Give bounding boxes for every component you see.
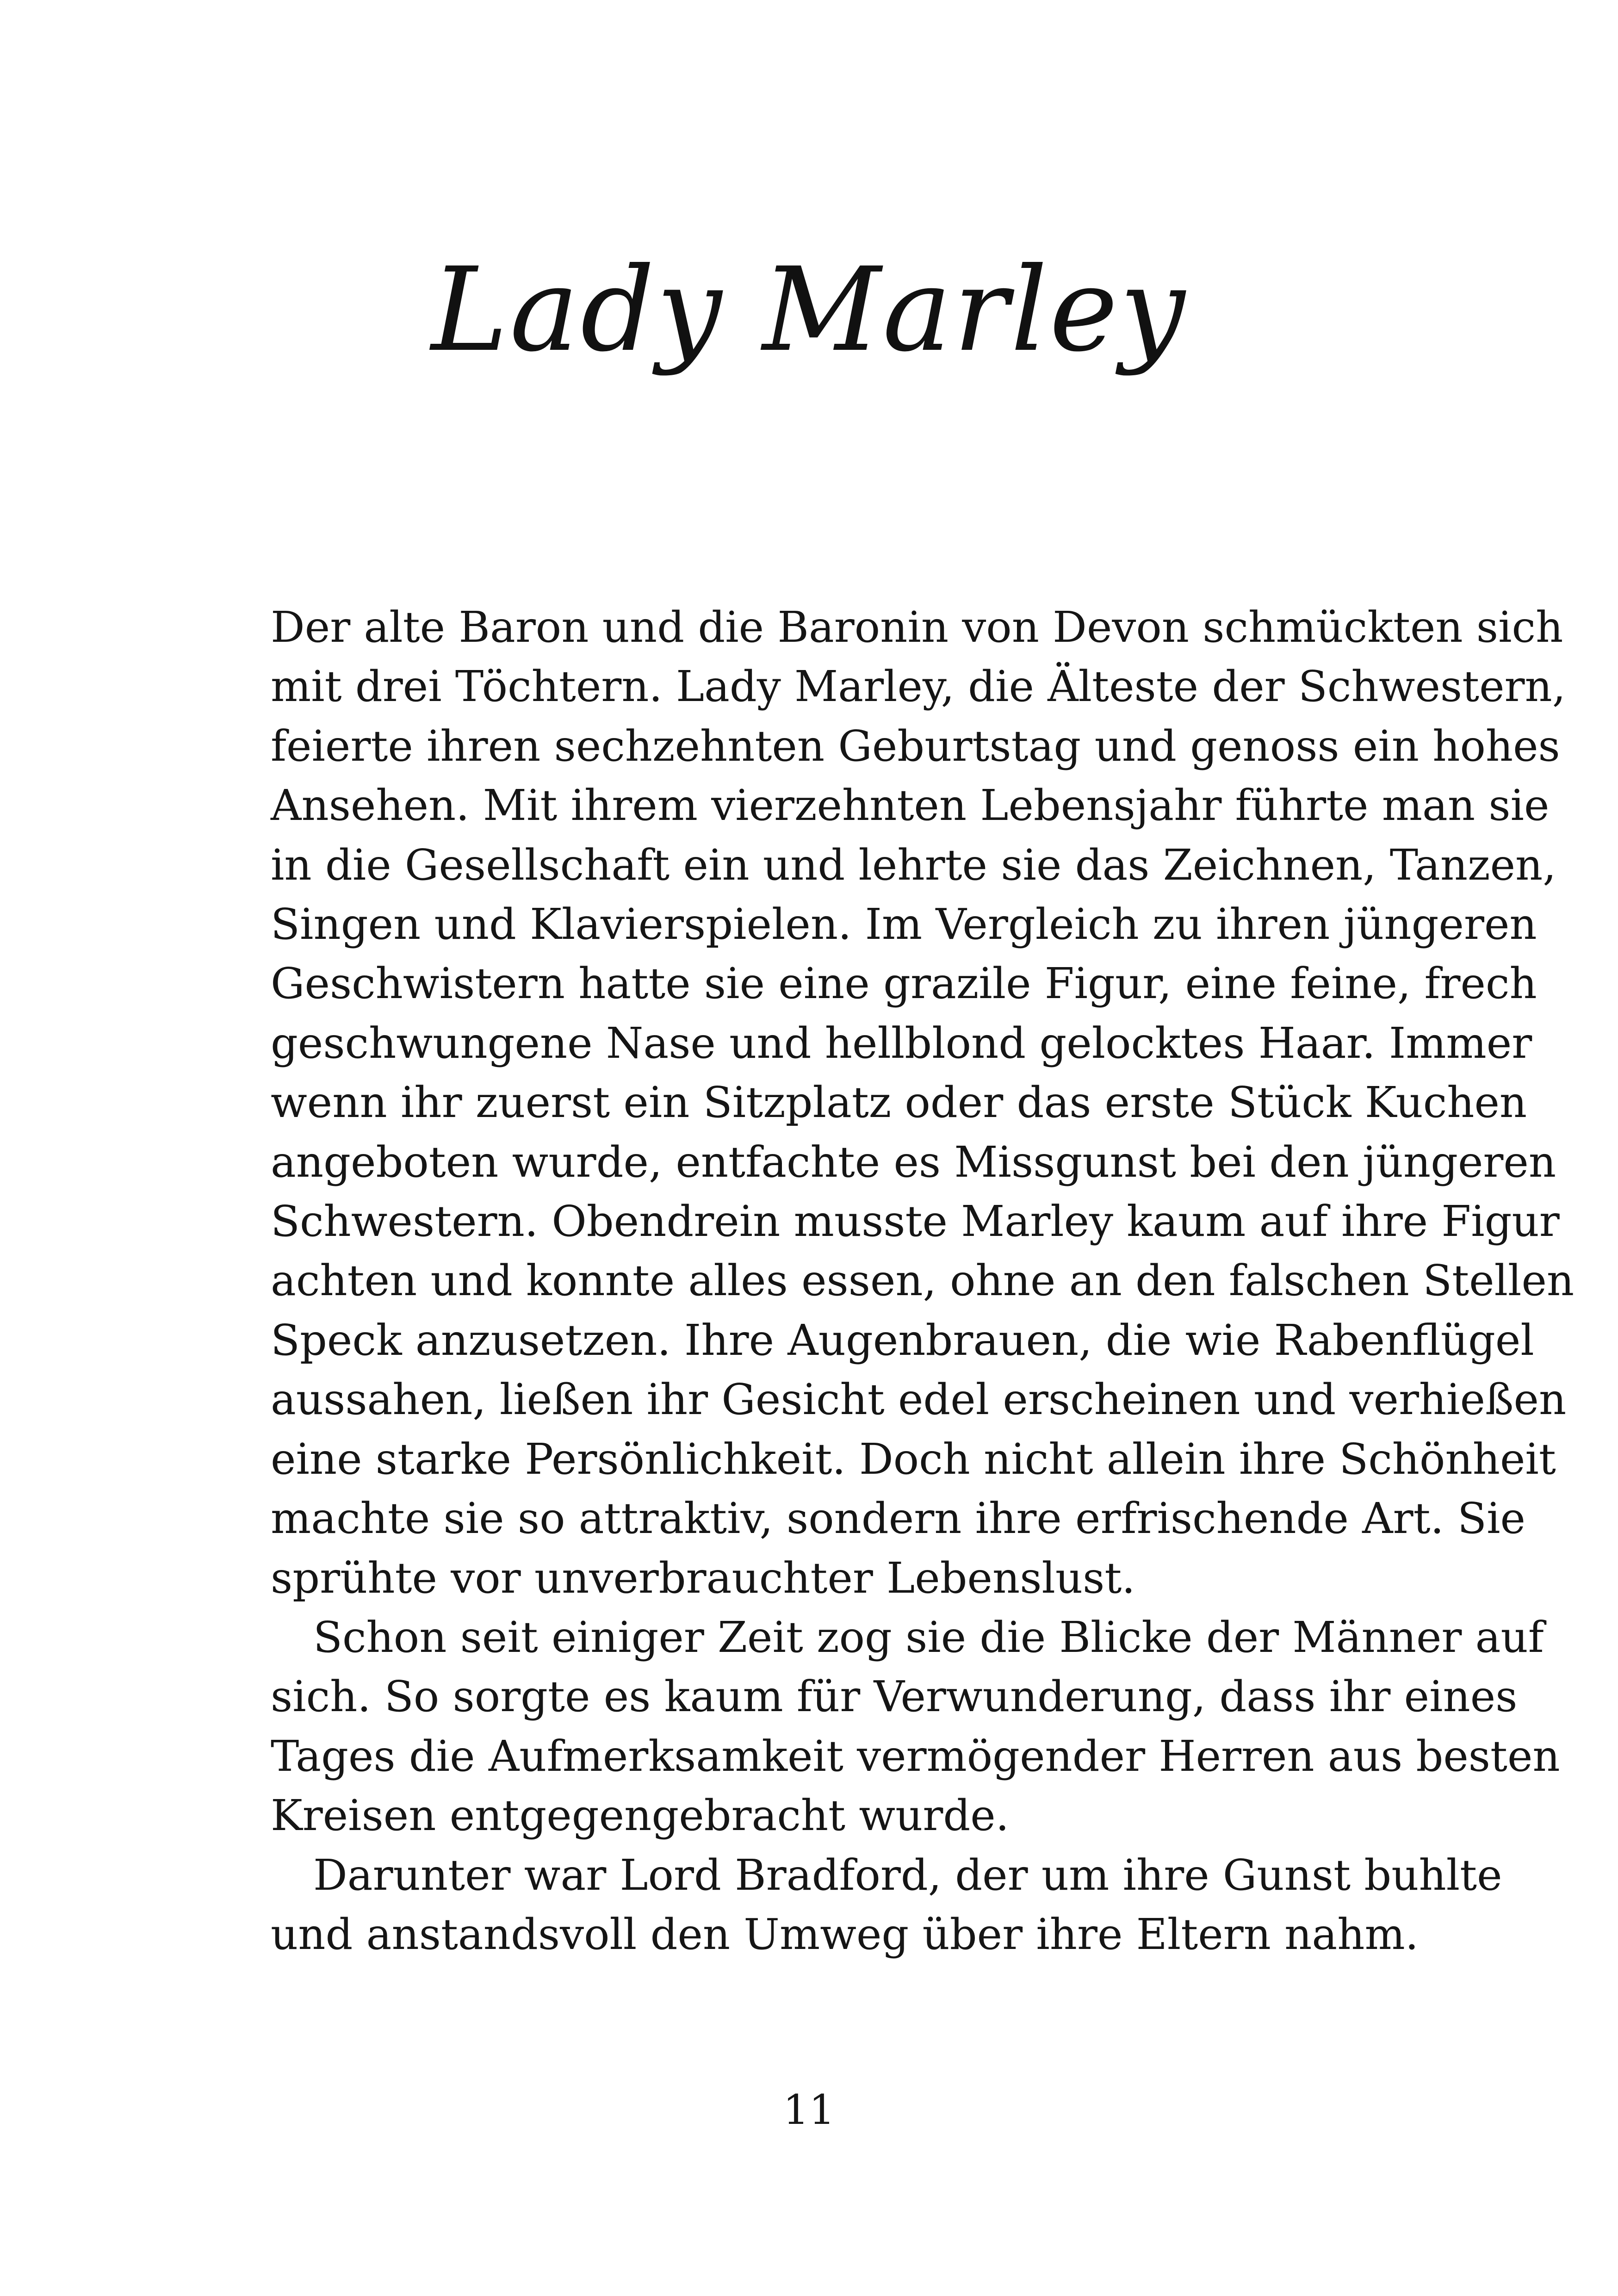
text-line: Ansehen. Mit ihrem vierzehnten Lebensjahr führte man sie (271, 781, 1550, 831)
text-line: mit drei Töchtern. Lady Marley, die Älteste der Schwestern, (271, 662, 1566, 712)
text-line: Singen und Klavierspielen. Im Vergleich zu ihren jüngeren (271, 900, 1537, 949)
text-line: Der alte Baron und die Baronin von Devon schmückten sich (271, 602, 1563, 652)
text-line: sich. So sorgte es kaum für Verwunderung, dass ihr eines (271, 1672, 1518, 1722)
text-line: achten und konnte alles essen, ohne an den falschen Stellen (271, 1256, 1575, 1306)
text-line: eine starke Persönlichkeit. Doch nicht allein ihre Schönheit (271, 1434, 1556, 1484)
text-line: machte sie so attraktiv, sondern ihre erfrischende Art. Sie (271, 1494, 1525, 1544)
text-line: Kreisen entgegengebracht wurde. (271, 1791, 1009, 1841)
text-line: Geschwistern hatte sie eine grazile Figur, eine feine, frech (271, 959, 1537, 1009)
text-line: Darunter war Lord Bradford, der um ihre Gunst buhlte (313, 1850, 1502, 1900)
paragraph-3 (271, 1846, 1502, 1965)
text-line: Speck anzusetzen. Ihre Augenbrauen, die wie Rabenflügel (271, 1315, 1534, 1365)
text-line: Schon seit einiger Zeit zog sie die Blicke der Männer auf (313, 1612, 1544, 1662)
text-line: aussahen, ließen ihr Gesicht edel erscheinen und verhießen (271, 1375, 1567, 1425)
paragraph-2 (271, 1608, 1560, 1846)
chapter-body (271, 598, 1575, 1964)
chapter-title: Lady Marley (431, 242, 1187, 377)
text-line: in die Gesellschaft ein und lehrte sie das Zeichnen, Tanzen, (271, 840, 1556, 890)
text-line: geschwungene Nase und hellblond gelocktes Haar. Immer (271, 1018, 1532, 1068)
text-line: wenn ihr zuerst ein Sitzplatz oder das erste Stück Kuchen (271, 1078, 1527, 1128)
text-line: feierte ihren sechzehnten Geburtstag und genoss ein hohes (271, 721, 1560, 771)
text-line: sprühte vor unverbrauchter Lebenslust. (271, 1553, 1135, 1603)
paragraph-1 (271, 598, 1575, 1608)
text-line: und anstandsvoll den Umweg über ihre Eltern nahm. (271, 1909, 1419, 1959)
text-line: angeboten wurde, entfachte es Missgunst bei den jüngeren (271, 1137, 1556, 1187)
page-number: 11 (783, 2086, 835, 2134)
text-line: Tages die Aufmerksamkeit vermögender Herren aus besten (271, 1731, 1560, 1781)
text-line: Schwestern. Obendrein musste Marley kaum auf ihre Figur (271, 1197, 1560, 1247)
